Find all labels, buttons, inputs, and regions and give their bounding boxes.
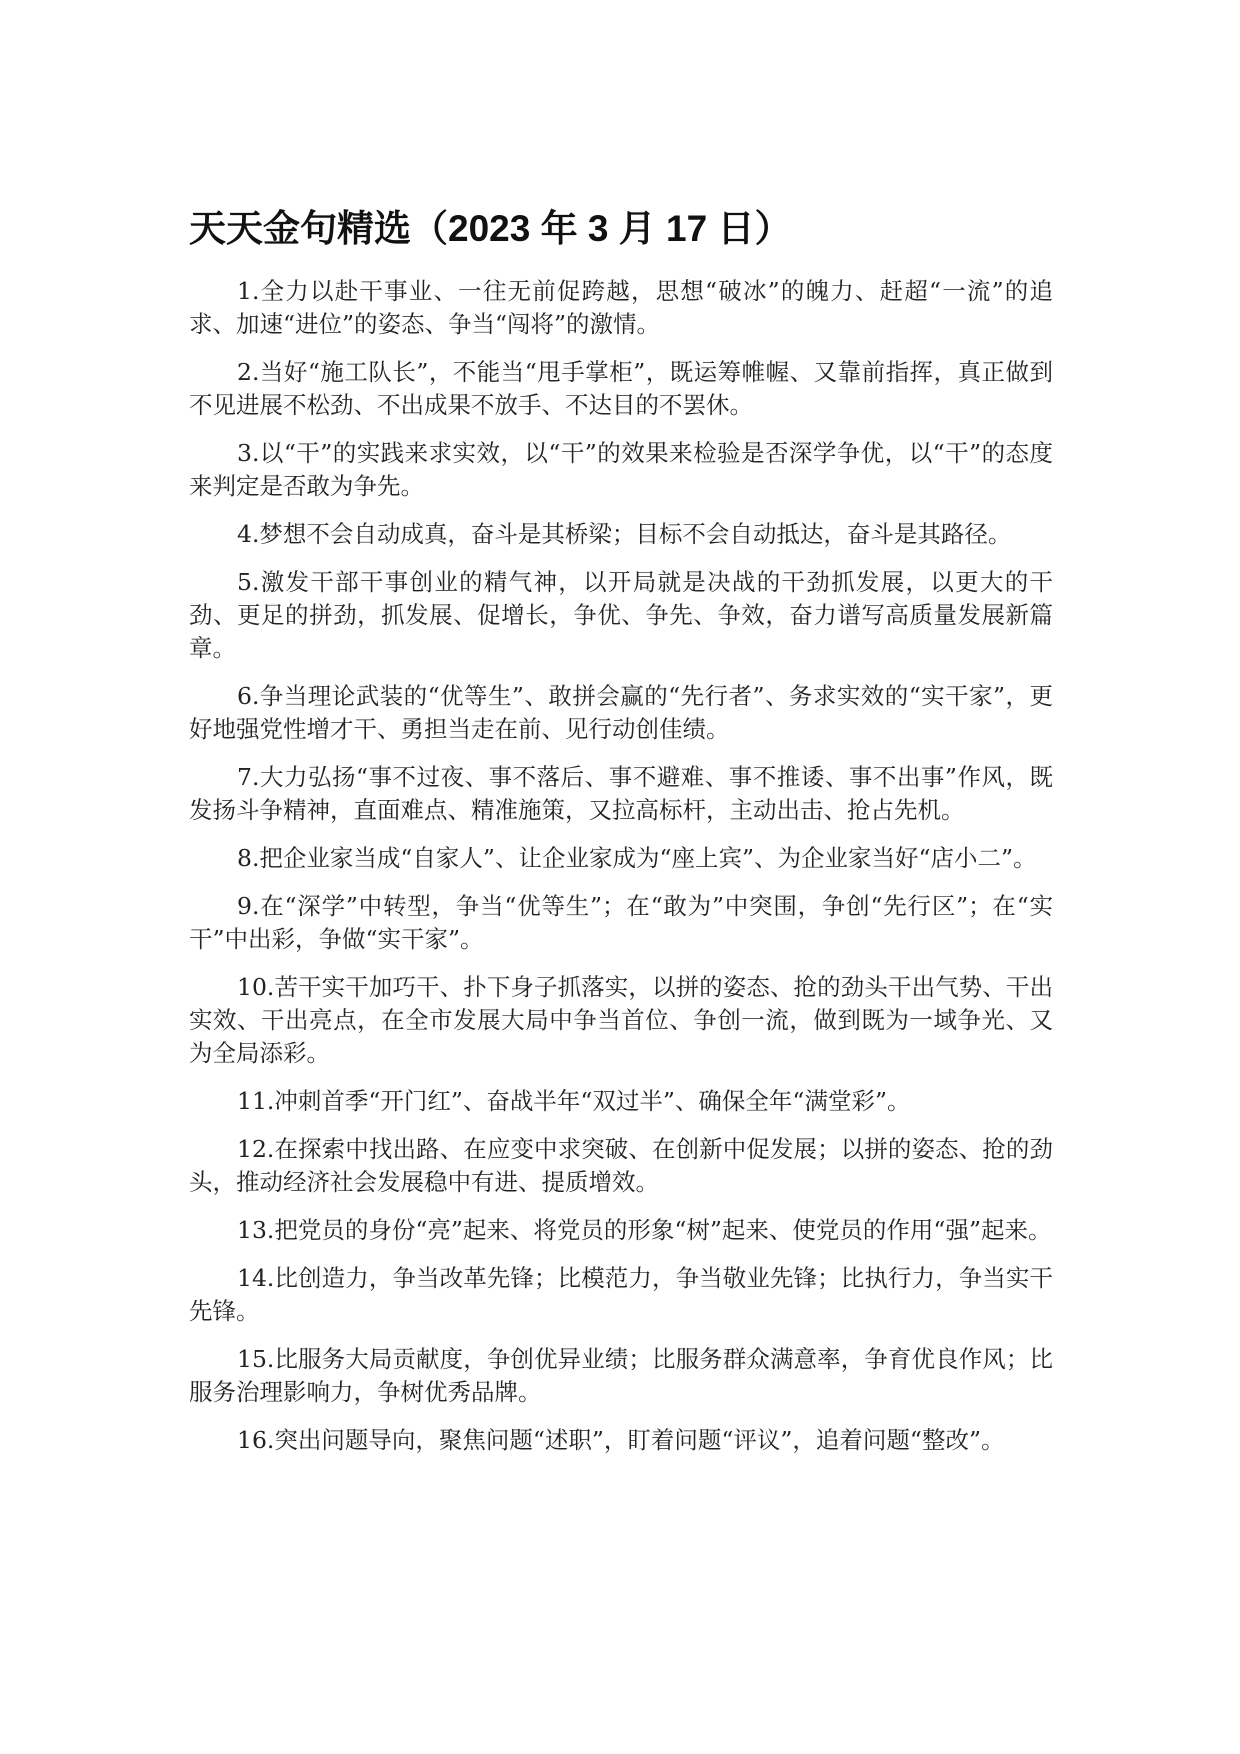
quote-item-11: 11.冲刺首季“开门红”、奋战半年“双过半”、确保全年“满堂彩”。: [237, 1087, 911, 1115]
document-title: 天天金句精选（2023 年 3 月 17 日）: [189, 208, 792, 249]
quote-item-12: 12.在探索中找出路、在应变中求突破、在创新中促发展；以拼的姿态、抢的劲头，推动经济社会发展稳中有进、提质增效。: [189, 1135, 1053, 1196]
document-page: [189, 205, 1053, 1472]
quote-item-13: 13.把党员的身份“亮”起来、将党员的形象“树”起来、使党员的作用“强”起来。: [237, 1216, 1052, 1244]
quote-item-16: 16.突出问题导向，聚焦问题“述职”，盯着问题“评议”，追着问题“整改”。: [237, 1426, 1005, 1454]
quote-item-6: 6.争当理论武装的“优等生”、敢拼会赢的“先行者”、务求实效的“实干家”，更好地强党性增才干、勇担当走在前、见行动创佳绩。: [189, 682, 1053, 743]
quote-item-8: 8.把企业家当成“自家人”、让企业家成为“座上宾”、为企业家当好“店小二”。: [237, 844, 1037, 872]
quote-item-15: 15.比服务大局贡献度，争创优异业绩；比服务群众满意率，争育优良作风；比服务治理影响力，争树优秀品牌。: [189, 1345, 1053, 1406]
quote-item-5: 5.激发干部干事创业的精气神，以开局就是决战的干劲抓发展，以更大的干劲、更足的拼劲，抓发展、促增长，争优、争先、争效，奋力谱写高质量发展新篇章。: [189, 568, 1053, 662]
quote-item-3: 3.以“干”的实践来求实效，以“干”的效果来检验是否深学争优，以“干”的态度来判定是否敢为争先。: [189, 439, 1053, 500]
quote-item-9: 9.在“深学”中转型，争当“优等生”；在“敢为”中突围，争创“先行区”；在“实干”中出彩，争做“实干家”。: [189, 892, 1053, 953]
quote-item-7: 7.大力弘扬“事不过夜、事不落后、事不避难、事不推诿、事不出事”作风，既发扬斗争精神，直面难点、精准施策，又拉高标杆，主动出击、抢占先机。: [189, 763, 1053, 824]
quote-item-1: 1.全力以赴干事业、一往无前促跨越，思想“破冰”的魄力、赶超“一流”的追求、加速“进位”的姿态、争当“闯将”的激情。: [189, 277, 1053, 338]
quote-item-4: 4.梦想不会自动成真，奋斗是其桥梁；目标不会自动抵达，奋斗是其路径。: [237, 520, 1012, 548]
quote-item-10: 10.苦干实干加巧干、扑下身子抓落实，以拼的姿态、抢的劲头干出气势、干出实效、干出亮点，在全市发展大局中争当首位、争创一流，做到既为一域争光、又为全局添彩。: [189, 973, 1053, 1067]
quote-item-14: 14.比创造力，争当改革先锋；比模范力，争当敬业先锋；比执行力，争当实干先锋。: [189, 1264, 1053, 1325]
quote-item-2: 2.当好“施工队长”，不能当“甩手掌柜”，既运筹帷幄、又靠前指挥，真正做到不见进展不松劲、不出成果不放手、不达目的不罢休。: [189, 358, 1053, 419]
